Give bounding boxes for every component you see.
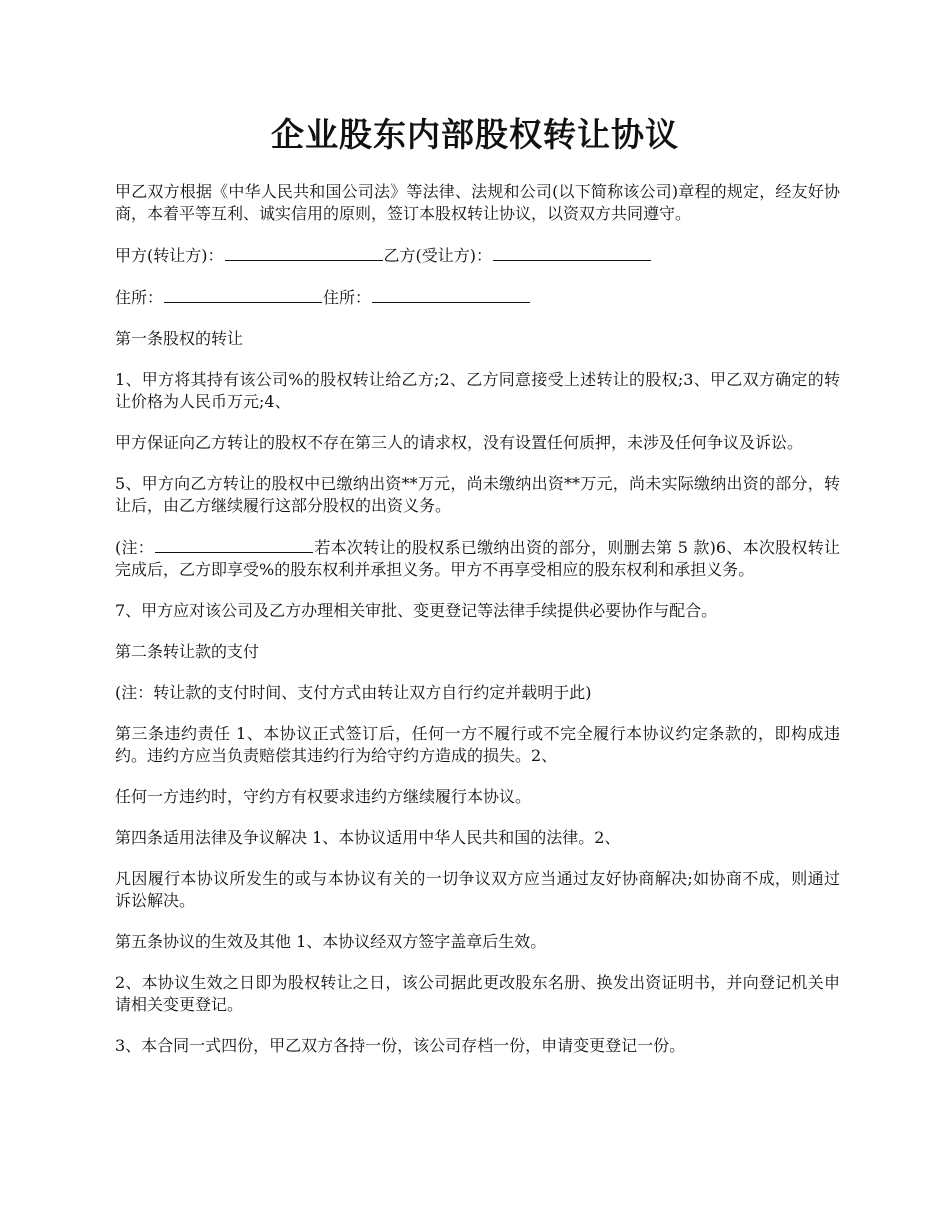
article-2-note: (注：转让款的支付时间、支付方式由转让双方自行约定并载明于此) [115,683,592,702]
article-3-clause-2: 任何一方违约时，守约方有权要求违约方继续履行本协议。 [115,787,532,806]
article-5-clause-1: 第五条协议的生效及其他 1、本协议经双方签字盖章后生效。 [115,932,547,951]
article-4-clause-2: 凡因履行本协议所发生的或与本协议有关的一切争议双方应当通过友好协商解决;如协商不成，则通过诉讼解决。 [115,869,840,910]
note-blank [155,536,313,553]
article-4-clause-1: 第四条适用法律及争议解决 1、本协议适用中华人民共和国的法律。2、 [115,828,621,847]
address-a-label: 住所： [115,288,164,307]
article-5-clause-3: 3、本合同一式四份，甲乙双方各持一份，该公司存档一份，申请变更登记一份。 [115,1036,686,1055]
party-a-label: 甲方(转让方)： [115,246,224,265]
document-body [115,181,840,1076]
address-b-blank [372,286,530,303]
note-text: 若本次转让的股权系已缴纳出资的部分，则删去第 5 款)6、本次股权转让完成后，乙方即享受%的股东权利并承担义务。甲方不再享受相应的股东权利和承担义务。 [115,538,840,579]
article-1-clause-5: 5、甲方向乙方转让的股权中已缴纳出资**万元，尚未缴纳出资**万元，尚未实际缴纳出资的部分，转让后，由乙方继续履行这部分股权的出资义务。 [115,474,840,515]
party-a-blank [225,244,383,261]
article-1-clause-1-4: 1、甲方将其持有该公司%的股权转让给乙方;2、乙方同意接受上述转让的股权;3、甲乙双方确定的转让价格为人民币万元;4、 [115,370,840,411]
article-1-clause-7: 7、甲方应对该公司及乙方办理相关审批、变更登记等法律手续提供必要协作与配合。 [115,601,718,620]
article-1-heading: 第一条股权的转让 [115,329,244,348]
article-1-note [115,536,840,581]
party-b-label: 乙方(受让方)： [383,246,492,265]
article-2-heading: 第二条转让款的支付 [115,642,260,661]
address-a-blank [164,286,322,303]
address-b-label: 住所： [323,288,372,307]
address-line [115,286,840,309]
article-5-clause-2: 2、本协议生效之日即为股权转让之日，该公司据此更改股东名册、换发出资证明书，并向登记机关申请相关变更登记。 [115,973,840,1014]
article-3-clause-1: 第三条违约责任 1、本协议正式签订后，任何一方不履行或不完全履行本协议约定条款的，即构成违约。违约方应当负责赔偿其违约行为给守约方造成的损失。2、 [115,724,840,765]
page-title: 企业股东内部股权转让协议 [271,115,679,154]
party-b-blank [493,244,651,261]
intro-paragraph: 甲乙双方根据《中华人民共和国公司法》等法律、法规和公司(以下简称该公司)章程的规定，经友好协商，本着平等互利、诚实信用的原则，签订本股权转让协议，以资双方共同遵守。 [115,182,840,223]
article-1-guarantee: 甲方保证向乙方转让的股权不存在第三人的请求权，没有设置任何质押，未涉及任何争议及诉讼。 [115,433,804,452]
parties-line [115,244,840,267]
note-prefix: (注： [115,538,155,557]
